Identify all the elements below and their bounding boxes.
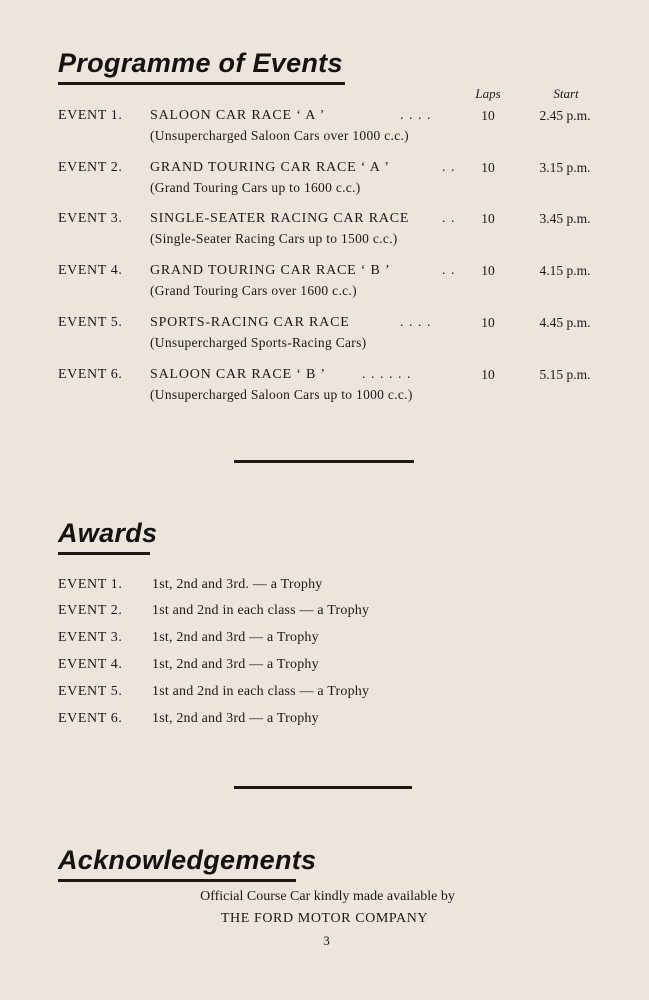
event-row: [0, 367, 649, 411]
award-text: 1st, 2nd and 3rd — a Trophy: [152, 630, 319, 645]
start-column-header: Start: [553, 86, 579, 101]
award-event-number: EVENT 2.: [58, 603, 123, 618]
acknowledgements-heading: Acknowledgements: [58, 845, 317, 875]
event-number: EVENT 4.: [58, 263, 123, 278]
award-row: [0, 577, 649, 599]
acknowledgements-heading-underline: [58, 879, 296, 882]
event-title: SALOON CAR RACE ‘ A ’: [150, 108, 326, 123]
event-row: [0, 160, 649, 204]
award-event-number: EVENT 1.: [58, 577, 123, 592]
leader-dots: . . . .: [400, 315, 432, 330]
event-laps: 10: [481, 367, 495, 382]
award-row: [0, 657, 649, 679]
event-start-time: 3.15 p.m.: [539, 160, 591, 175]
leader-dots: . . . . . .: [362, 367, 412, 382]
event-start-time: 2.45 p.m.: [539, 108, 591, 123]
section-divider: [234, 786, 412, 789]
event-start-time: 5.15 p.m.: [539, 367, 591, 382]
award-row: [0, 630, 649, 652]
award-event-number: EVENT 3.: [58, 630, 123, 645]
event-subtitle: (Grand Touring Cars over 1600 c.c.): [150, 283, 357, 298]
award-row: [0, 711, 649, 733]
awards-heading-underline: [58, 552, 150, 555]
award-text: 1st and 2nd in each class — a Trophy: [152, 603, 370, 618]
event-laps: 10: [481, 160, 495, 175]
page-number: 3: [323, 933, 330, 948]
leader-dots: . .: [442, 211, 456, 226]
event-laps: 10: [481, 108, 495, 123]
event-laps: 10: [481, 263, 495, 278]
event-title: GRAND TOURING CAR RACE ‘ A ’: [150, 160, 390, 175]
event-row: [0, 263, 649, 307]
event-row: [0, 211, 649, 255]
leader-dots: . .: [442, 160, 456, 175]
section-divider: [234, 460, 414, 463]
event-subtitle: (Unsupercharged Sports-Racing Cars): [150, 335, 367, 350]
award-text: 1st and 2nd in each class — a Trophy: [152, 684, 370, 699]
event-subtitle: (Grand Touring Cars up to 1600 c.c.): [150, 180, 361, 195]
award-event-number: EVENT 4.: [58, 657, 123, 672]
acknowledgement-company: THE FORD MOTOR COMPANY: [220, 911, 429, 926]
award-event-number: EVENT 5.: [58, 684, 123, 699]
event-subtitle: (Unsupercharged Saloon Cars up to 1000 c.c.): [150, 387, 413, 402]
event-start-time: 3.45 p.m.: [539, 211, 591, 226]
event-number: EVENT 2.: [58, 160, 123, 175]
event-subtitle: (Unsupercharged Saloon Cars over 1000 c.c.): [150, 128, 409, 143]
leader-dots: . .: [442, 263, 456, 278]
event-number: EVENT 1.: [58, 108, 123, 123]
programme-heading: Programme of Events: [58, 48, 343, 78]
event-title: GRAND TOURING CAR RACE ‘ B ’: [150, 263, 391, 278]
event-laps: 10: [481, 211, 495, 226]
award-text: 1st, 2nd and 3rd. — a Trophy: [152, 577, 323, 592]
leader-dots: . . . .: [400, 108, 432, 123]
event-title: SALOON CAR RACE ‘ B ’: [150, 367, 326, 382]
event-start-time: 4.45 p.m.: [539, 315, 591, 330]
award-text: 1st, 2nd and 3rd — a Trophy: [152, 657, 319, 672]
event-title: SINGLE-SEATER RACING CAR RACE: [150, 211, 410, 226]
award-row: [0, 603, 649, 625]
event-row: [0, 108, 649, 152]
event-number: EVENT 5.: [58, 315, 123, 330]
award-row: [0, 684, 649, 706]
programme-heading-underline: [58, 82, 345, 85]
acknowledgement-text: Official Course Car kindly made available by: [200, 889, 455, 904]
award-event-number: EVENT 6.: [58, 711, 123, 726]
award-text: 1st, 2nd and 3rd — a Trophy: [152, 711, 319, 726]
event-number: EVENT 3.: [58, 211, 123, 226]
event-number: EVENT 6.: [58, 367, 123, 382]
event-laps: 10: [481, 315, 495, 330]
awards-heading: Awards: [58, 518, 158, 548]
event-start-time: 4.15 p.m.: [539, 263, 591, 278]
event-subtitle: (Single-Seater Racing Cars up to 1500 c.c.): [150, 231, 398, 246]
event-row: [0, 315, 649, 359]
laps-column-header: Laps: [475, 86, 501, 101]
event-title: SPORTS-RACING CAR RACE: [150, 315, 350, 330]
